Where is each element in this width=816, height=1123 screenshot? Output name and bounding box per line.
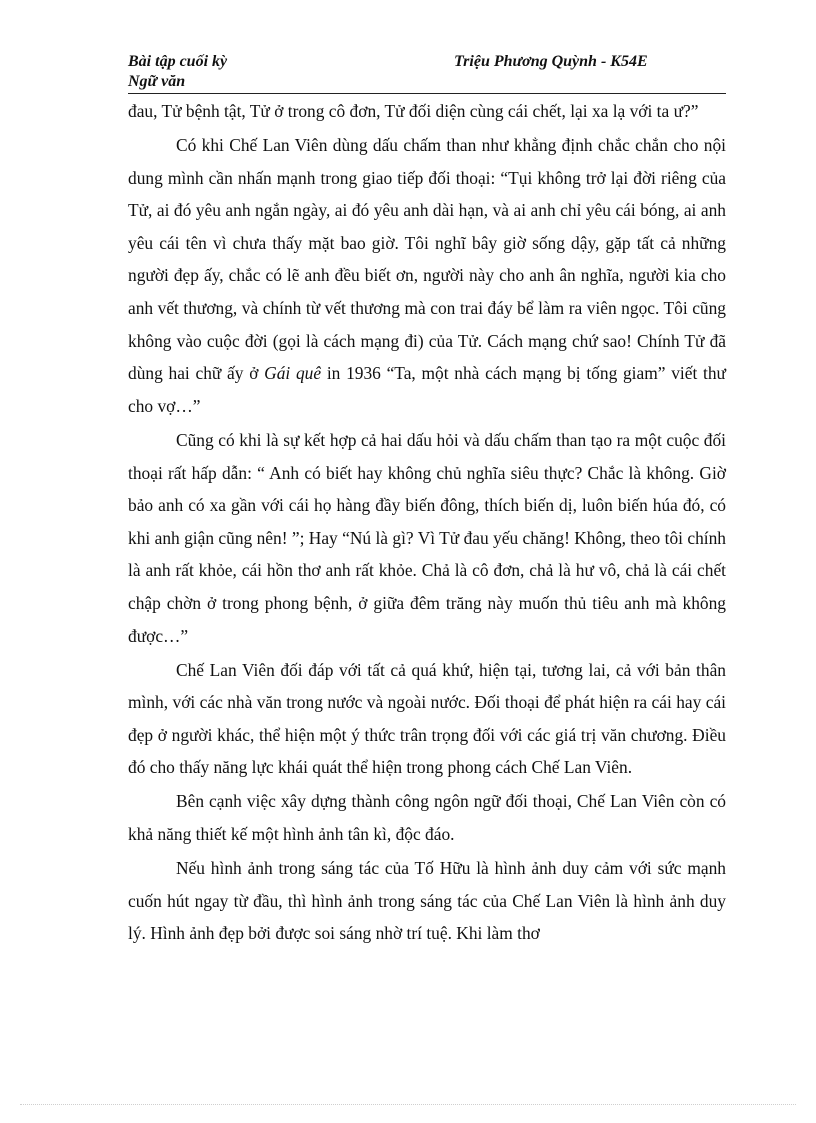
- paragraph-2: [128, 129, 726, 422]
- paragraph-4: Chế Lan Viên đối đáp với tất cả quá khứ, hiện tại, tương lai, cả với bản thân mình, với các nhà văn trong nước và ngoài nước. Đối thoại để phát hiện ra cái hay cái đẹp ở người khác, thể hiện một ý thức trân trọng đối với các giá trị văn chương. Điều đó cho thấy năng lực khái quát thể hiện trong phong cách Chế Lan Viên.: [128, 659, 726, 778]
- paragraph-5: Bên cạnh việc xây dựng thành công ngôn ngữ đối thoại, Chế Lan Viên còn có khả năng thiết kế một hình ảnh tân kì, độc đáo.: [128, 791, 726, 845]
- footer-divider: [20, 1104, 796, 1105]
- header-author: Triệu Phương Quỳnh - K54E: [454, 53, 648, 70]
- header-rule: [128, 93, 726, 94]
- header-course-line1: Bài tập cuối kỳ: [128, 53, 228, 70]
- paragraph-6: Nếu hình ảnh trong sáng tác của Tố Hữu là hình ảnh duy cảm với sức mạnh cuốn hút ngay từ đầu, thì hình ảnh trong sáng tác của Chế Lan Viên là hình ảnh duy lý. Hình ảnh đẹp bởi được soi sáng nhờ trí tuệ. Khi làm thơ: [128, 858, 726, 944]
- header-course: [128, 52, 227, 92]
- document-body: [128, 95, 726, 951]
- paragraph-2-tail: in 1936 “Ta, một nhà cách mạng bị tống giam” viết thư cho vợ…”: [128, 363, 726, 416]
- italic-work-title: Gái quê: [264, 363, 322, 384]
- page-header: [128, 50, 726, 96]
- header-course-line2: Ngữ văn: [128, 73, 186, 90]
- paragraph-1: đau, Tử bệnh tật, Tử ở trong cô đơn, Tử đối diện cùng cái chết, lại xa lạ với ta ư?”: [128, 101, 699, 121]
- paragraph-3: Cũng có khi là sự kết hợp cả hai dấu hỏi và dấu chấm than tạo ra một cuộc đối thoại rất hấp dẫn: “ Anh có biết hay không chủ nghĩa siêu thực? Chắc là không. Giờ bảo anh có xa gần với cái họ hàng đầy biến đông, thích biến dị, luôn biến húa đó, có khi anh giận cũng nên! ”; Hay “Nú là gì? Vì Tử đau yếu chăng! Không, theo tôi chính là anh rất khỏe, cái hồn thơ anh rất khỏe. Chả là cô đơn, chả là hư vô, chả là cái chết chập chờn ở trong phong bệnh, ở giữa đêm trăng này muốn thủ tiêu anh mà không được…”: [128, 429, 726, 646]
- paragraph-2-text: Có khi Chế Lan Viên dùng dấu chấm than như khẳng định chắc chắn cho nội dung mình cần nhấn mạnh trong giao tiếp đối thoại: “Tụi không trở lại đời riêng của Tử, ai đó yêu anh ngắn ngày, ai đó yêu anh dài hạn, và ai anh chỉ yêu cái bóng, ai anh yêu cái tên vì chưa thấy mặt bao giờ. Tôi nghĩ bây giờ sống dậy, gặp tất cả những người đẹp ấy, chắc có lẽ anh đều biết ơn, người này cho anh ân nghĩa, người kia cho anh vết thương, và chính từ vết thương mà con trai đáy bể làm ra viên ngọc. Tôi cũng không vào cuộc đời (gọi là cách mạng đi) của Tử. Cách mạng chứ sao! Chính Tử đã dùng hai chữ ấy ở: [128, 135, 726, 384]
